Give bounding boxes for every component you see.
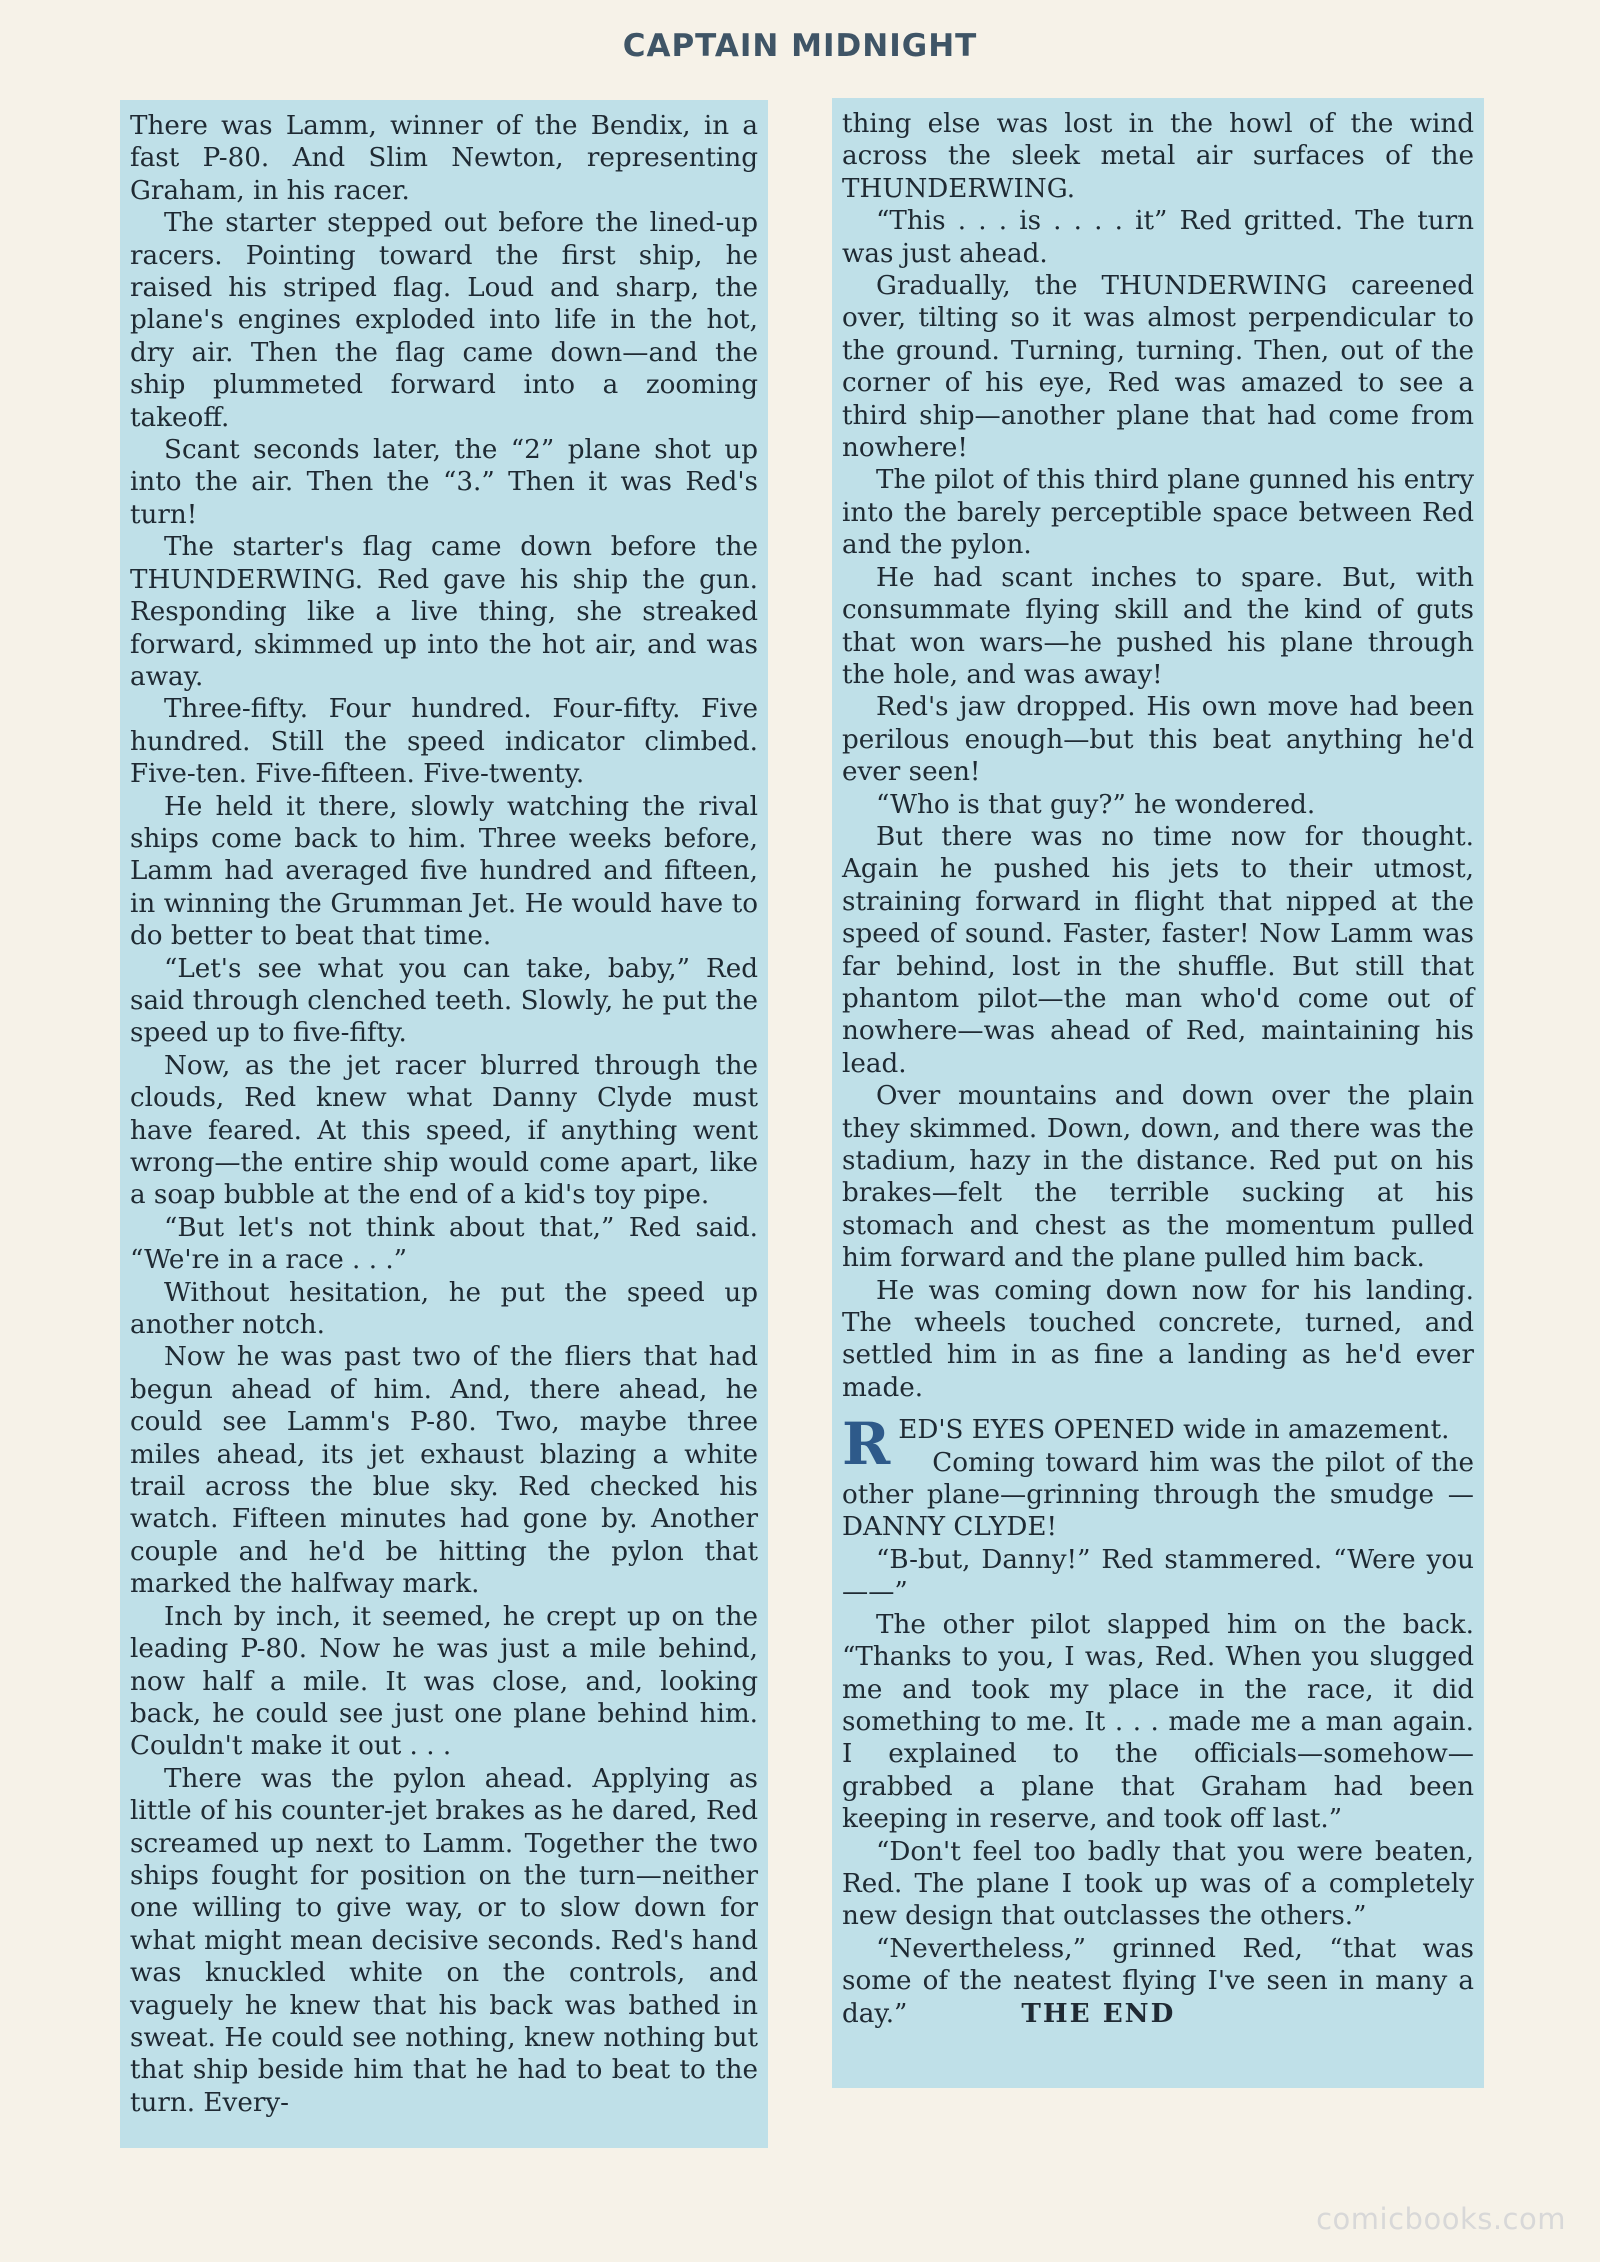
dropcap-rest: ED'S EYES OPENED wide in amazement. [898,1415,1450,1446]
left-text-column [120,100,768,2148]
paragraph: The starter's flag came down before the THUNDERWING. Red gave his ship the gun. Responding like a live thing, she streaked forward, skimmed up into the hot air, and was away. [130,532,758,692]
paragraph: There was Lamm, winner of the Bendix, in a fast P-80. And Slim Newton, representing Graham, in his racer. [130,111,758,206]
paragraph: Red's jaw dropped. His own move had been perilous enough—but this beat anything he'd ever seen! [842,692,1474,788]
paragraph: “Let's see what you can take, baby,” Red said through clenched teeth. Slowly, he put the speed up to five-fifty. [130,953,758,1049]
paragraph: Now, as the jet racer blurred through the clouds, Red knew what Danny Clyde must have feared. At this speed, if anything went wrong—the entire ship would come apart, like a soap bubble at the end of a kid's toy pipe. [130,1050,758,1211]
paragraph: He was coming down now for his landing. The wheels touched concrete, turned, and settled him in as fine a landing as he'd ever made. [842,1275,1474,1403]
watermark: comicbooks.com [1316,2202,1566,2236]
drop-cap-letter: R [842,1410,891,1479]
paragraph: thing else was lost in the howl of the wind across the sleek metal air surfaces of the THUNDERWING. [842,109,1474,204]
paragraph: Gradually, the THUNDERWING careened over, tilting so it was almost perpendicular to the ground. Turning, turning. Then, out of the corner of his eye, Red was amazed to see a third ship—another plane that had come from nowhere! [842,271,1474,464]
paragraph: There was the pylon ahead. Applying as little of his counter-jet brakes as he dared, Red screamed up next to Lamm. Together the two ships fought for position on the turn—neither one willing to give way, or to slow down for what might mean decisive seconds. Red's hand was knuckled white on the controls, and vaguely he knew that his back was bathed in sweat. He could see nothing, knew nothing but that ship beside him that he had to beat to the turn. Every- [130,1763,758,2118]
paragraph: The starter stepped out before the lined-up racers. Pointing toward the first ship, he raised his striped flag. Loud and sharp, the plane's engines exploded into life in the hot, dry air. Then the flag came down—and the ship plummeted forward into a zooming takeoff. [130,208,758,433]
paragraph: He had scant inches to spare. But, with consummate flying skill and the kind of guts that won wars—he pushed his plane through the hole, and was away! [842,562,1474,690]
paragraph: The pilot of this third plane gunned his entry into the barely perceptible space between Red and the pylon. [842,465,1474,561]
paragraph: Without hesitation, he put the speed up another notch. [130,1277,758,1341]
paragraph: Inch by inch, it seemed, he crept up on the leading P-80. Now he was just a mile behind, now half a mile. It was close, and, looking back, he could see just one plane behind him. Couldn't make it out . . . [130,1601,758,1762]
right-text-column [832,98,1484,2088]
paragraph: “B-but, Danny!” Red stammered. “Were you——” [842,1544,1474,1608]
paragraph: Scant seconds later, the “2” plane shot up into the air. Then the “3.” Then it was Red's turn! [130,435,758,530]
paragraph: Over mountains and down over the plain they skimmed. Down, down, and there was the stadium, hazy in the distance. Red put on his brakes—felt the terrible sucking at his stomach and chest as the momentum pulled him forward and the plane pulled him back. [842,1081,1474,1274]
paragraph-text: “Nevertheless,” grinned Red, “that was some of the neatest flying I've seen in many a day.” [842,1933,1474,2029]
paragraph: “This . . . is . . . . it” Red gritted. The turn was just ahead. [842,206,1474,269]
paragraph: He held it there, slowly watching the rival ships come back to him. Three weeks before, Lamm had averaged five hundred and fifteen, in winning the Grumman Jet. He would have to do better to beat that time. [130,791,758,952]
the-end-label: THE END [1021,1997,1176,2029]
paragraph: Coming toward him was the pilot of the other plane—grinning through the smudge —DANNY CLYDE! [842,1447,1474,1543]
paragraph: “Who is that guy?” he wondered. [876,789,1316,820]
paragraph: But there was no time now for thought. Again he pushed his jets to their utmost, straining forward in flight that nipped at the speed of sound. Faster, faster! Now Lamm was far behind, lost in the shuffle. But still that phantom pilot—the man who'd come out of nowhere—was ahead of Red, maintaining his lead. [842,821,1474,1079]
paragraph: “But let's not think about that,” Red said. “We're in a race . . .” [130,1212,758,1276]
paragraph: Now he was past two of the fliers that had begun ahead of him. And, there ahead, he could see Lamm's P-80. Two, maybe three miles ahead, its jet exhaust blazing a white trail across the blue sky. Red checked his watch. Fifteen minutes had gone by. Another couple and he'd be hitting the pylon that marked the halfway mark. [130,1342,758,1600]
page-header: CAPTAIN MIDNIGHT [622,28,978,64]
paragraph: “Don't feel too badly that you were beaten, Red. The plane I took up was of a completely new design that outclasses the others.” [842,1836,1474,1932]
paragraph: Three-fifty. Four hundred. Four-fifty. Five hundred. Still the speed indicator climbed. Five-ten. Five-fifteen. Five-twenty. [130,694,758,790]
last-paragraph [842,1933,1474,2030]
paragraph: The other pilot slapped him on the back. “Thanks to you, I was, Red. When you slugged me and took my place in the race, it did something to me. It . . . made me a man again. I explained to the officials—somehow—grabbed a plane that Graham had been keeping in reserve, and took off last.” [842,1609,1474,1835]
dropcap-paragraph [842,1410,1474,1479]
